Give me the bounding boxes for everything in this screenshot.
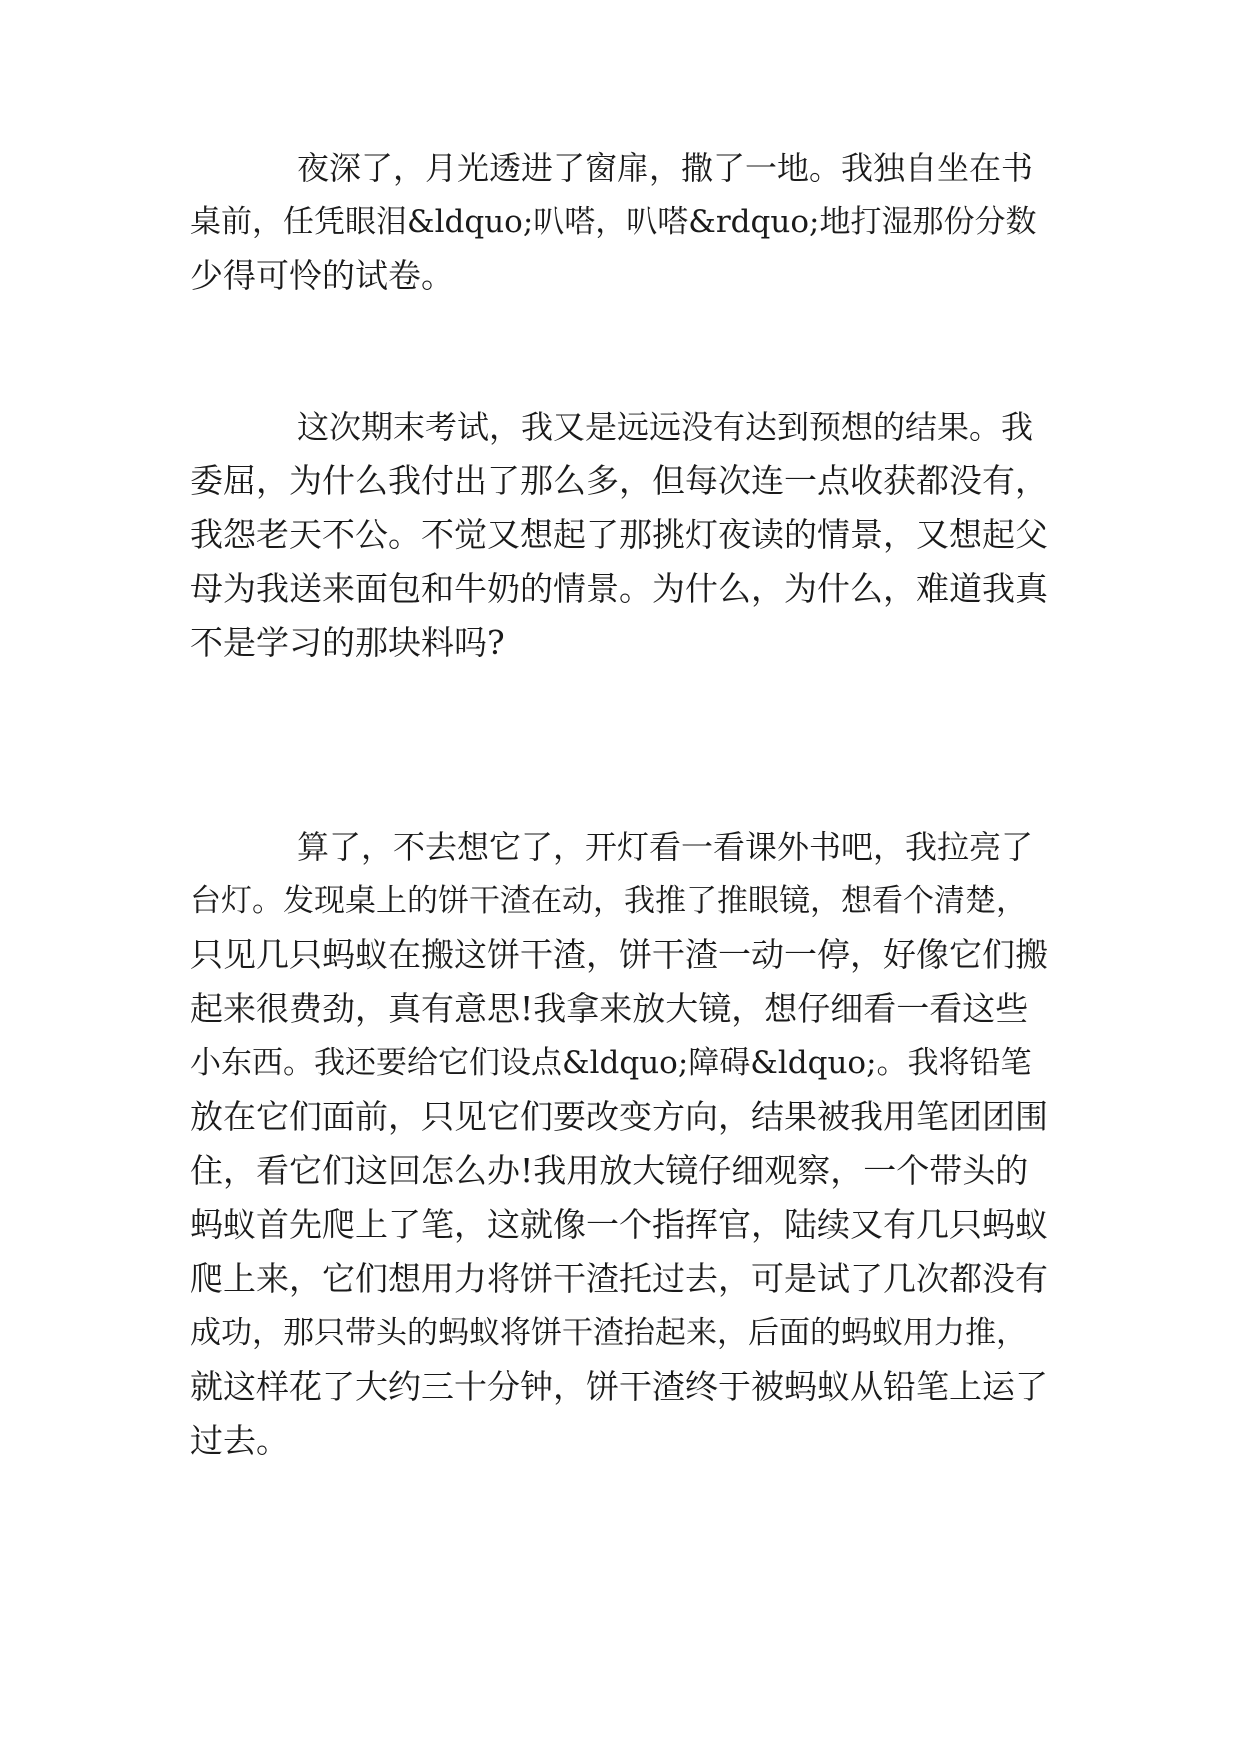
paragraph-3-line-2: 台灯。发现桌上的饼干渣在动，我推了推眼镜，想看个清楚， [190, 883, 1027, 919]
paragraph-3-line-5: 小东西。我还要给它们设点&ldquo;障碍&ldquo;。我将铅笔 [190, 1045, 1032, 1081]
paragraph-2-line-1: 这次期末考试，我又是远远没有达到预想的结果。我 [297, 408, 1034, 446]
paragraph-1-line-1: 夜深了，月光透进了窗扉，撒了一地。我独自坐在书 [297, 149, 1034, 187]
paragraph-3-line-6: 放在它们面前，只见它们要改变方向，结果被我用笔团团围 [190, 1097, 1048, 1136]
paragraph-3-line-12: 过去。 [190, 1421, 289, 1460]
paragraph-2-line-3: 我怨老天不公。不觉又想起了那挑灯夜读的情景，又想起父 [190, 515, 1048, 554]
paragraph-3-line-3: 只见几只蚂蚁在搬这饼干渣，饼干渣一动一停，好像它们搬 [190, 935, 1048, 974]
paragraph-2-line-2: 委屈，为什么我付出了那么多，但每次连一点收获都没有， [190, 461, 1048, 500]
paragraph-1-line-2: 桌前，任凭眼泪&ldquo;叭嗒，叭嗒&rdquo;地打湿那份分数 [190, 204, 1037, 240]
paragraph-2-line-4: 母为我送来面包和牛奶的情景。为什么，为什么，难道我真 [190, 569, 1048, 608]
paragraph-3-line-1: 算了，不去想它了，开灯看一看课外书吧，我拉亮了 [297, 828, 1034, 866]
paragraph-3-line-8: 蚂蚁首先爬上了笔，这就像一个指挥官，陆续又有几只蚂蚁 [190, 1205, 1048, 1244]
paragraph-3-line-10: 成功，那只带头的蚂蚁将饼干渣抬起来，后面的蚂蚁用力推， [190, 1315, 1027, 1351]
paragraph-3-line-7: 住，看它们这回怎么办!我用放大镜仔细观察，一个带头的 [190, 1151, 1029, 1190]
paragraph-2-line-5: 不是学习的那块料吗? [190, 623, 505, 662]
paragraph-1-line-3: 少得可怜的试卷。 [190, 256, 454, 295]
paragraph-3-line-11: 就这样花了大约三十分钟，饼干渣终于被蚂蚁从铅笔上运了 [190, 1367, 1048, 1406]
paragraph-3-line-9: 爬上来，它们想用力将饼干渣托过去，可是试了几次都没有 [190, 1259, 1048, 1298]
paragraph-3-line-4: 起来很费劲，真有意思!我拿来放大镜，想仔细看一看这些 [190, 989, 1029, 1028]
